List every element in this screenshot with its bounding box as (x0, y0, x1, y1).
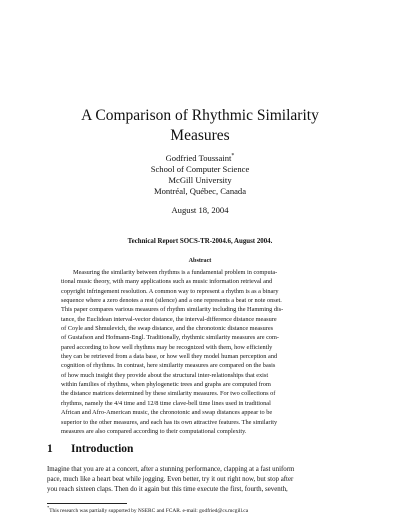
footnote (47, 505, 357, 514)
abstract-line: copyright infringement resolution. A common way to represent a rhythm is as a binary (61, 287, 279, 295)
abstract-line: cognition of rhythms. In contrast, here similarity measures are compared on the basis (61, 362, 276, 370)
section-number: 1 (47, 443, 53, 455)
abstract-line: This paper compares various measures of rhythm similarity including the Hamming dis- (61, 306, 284, 314)
abstract-line: the distance matrices determined by these similarity measures. For two collections of (61, 390, 276, 398)
abstract-line: sequence where a zero denotes a rest (silence) and a one represents a beat or note onset. (61, 297, 282, 305)
author-line (80, 151, 320, 164)
title-line-1: A Comparison of Rhythmic Similarity (81, 107, 319, 124)
abstract-line: of Gustafson and Hofmann-Engl. Traditionally, rhythmic similarity measures are com- (61, 334, 280, 342)
abstract-line: African and Afro-American music, the chronotonic and swap distances appear to be (61, 409, 273, 417)
author-department: School of Computer Science (150, 163, 250, 174)
abstract-line: pared according to how well rhythms may be recognized with them, how efficiently (61, 343, 273, 351)
abstract-line: of Coyle and Shmulevich, the swap distance, and the chronotonic distance measures (61, 325, 274, 333)
paper-date: August 18, 2004 (171, 205, 229, 215)
section-heading (47, 443, 347, 455)
author-university: McGill University (168, 174, 232, 185)
intro-body (47, 465, 355, 494)
abstract-body (61, 268, 339, 436)
body-line: pace, much like a heart beat while jogging. Even better, try it out right now, but stop after (47, 475, 294, 483)
abstract-line: within families of rhythms, when phylogenetic trees and graphs are computed from (61, 381, 271, 389)
body-line: Imagine that you are at a concert, after a stunning performance, clapping at a fast uniform (47, 466, 295, 473)
abstract-line: rhythms, namely the 4/4 time and 12/8 time clave-bell time lines used in traditional (61, 399, 271, 407)
abstract-line: of how much insight they provide about the structural inter-relationships that exist (61, 371, 269, 379)
abstract-heading: Abstract (188, 258, 212, 264)
paper-title (60, 106, 340, 146)
body-line: you reach sixteen claps. Then do it again but this time execute the first, fourth, seventh, (47, 485, 288, 493)
abstract-line: tance, the Euclidean interval-vector distance, the interval-difference distance measure (61, 315, 277, 323)
technical-report-line: Technical Report SOCS-TR-2004.6, August 2004. (127, 238, 273, 245)
author-name: Godfried Toussaint (165, 152, 232, 163)
author-block (80, 151, 320, 197)
title-line-2: Measures (170, 127, 230, 144)
section-title: Introduction (71, 443, 134, 455)
author-footnote-mark: * (231, 153, 235, 159)
abstract-line: Measuring the similarity between rhythms is a fundamental problem in computa- (73, 269, 278, 276)
abstract-line: tional music theory, with many applications such as music information retrieval and (61, 278, 273, 286)
abstract-line: measures are also compared according to their computational complexity. (61, 427, 247, 435)
abstract-line: superior to the other measures, and each has its own attractive features. The similarity (61, 418, 278, 426)
author-location: Montréal, Québec, Canada (153, 185, 247, 196)
footnote-rule (47, 503, 127, 504)
abstract-line: they can be retrieved from a data base, or how well they model human perception and (61, 353, 278, 361)
footnote-text: This research was partially supported by NSERC and FCAR. e-mail: godfried@cs.mcgill.ca (49, 507, 249, 514)
footnote-mark: * (47, 505, 50, 510)
